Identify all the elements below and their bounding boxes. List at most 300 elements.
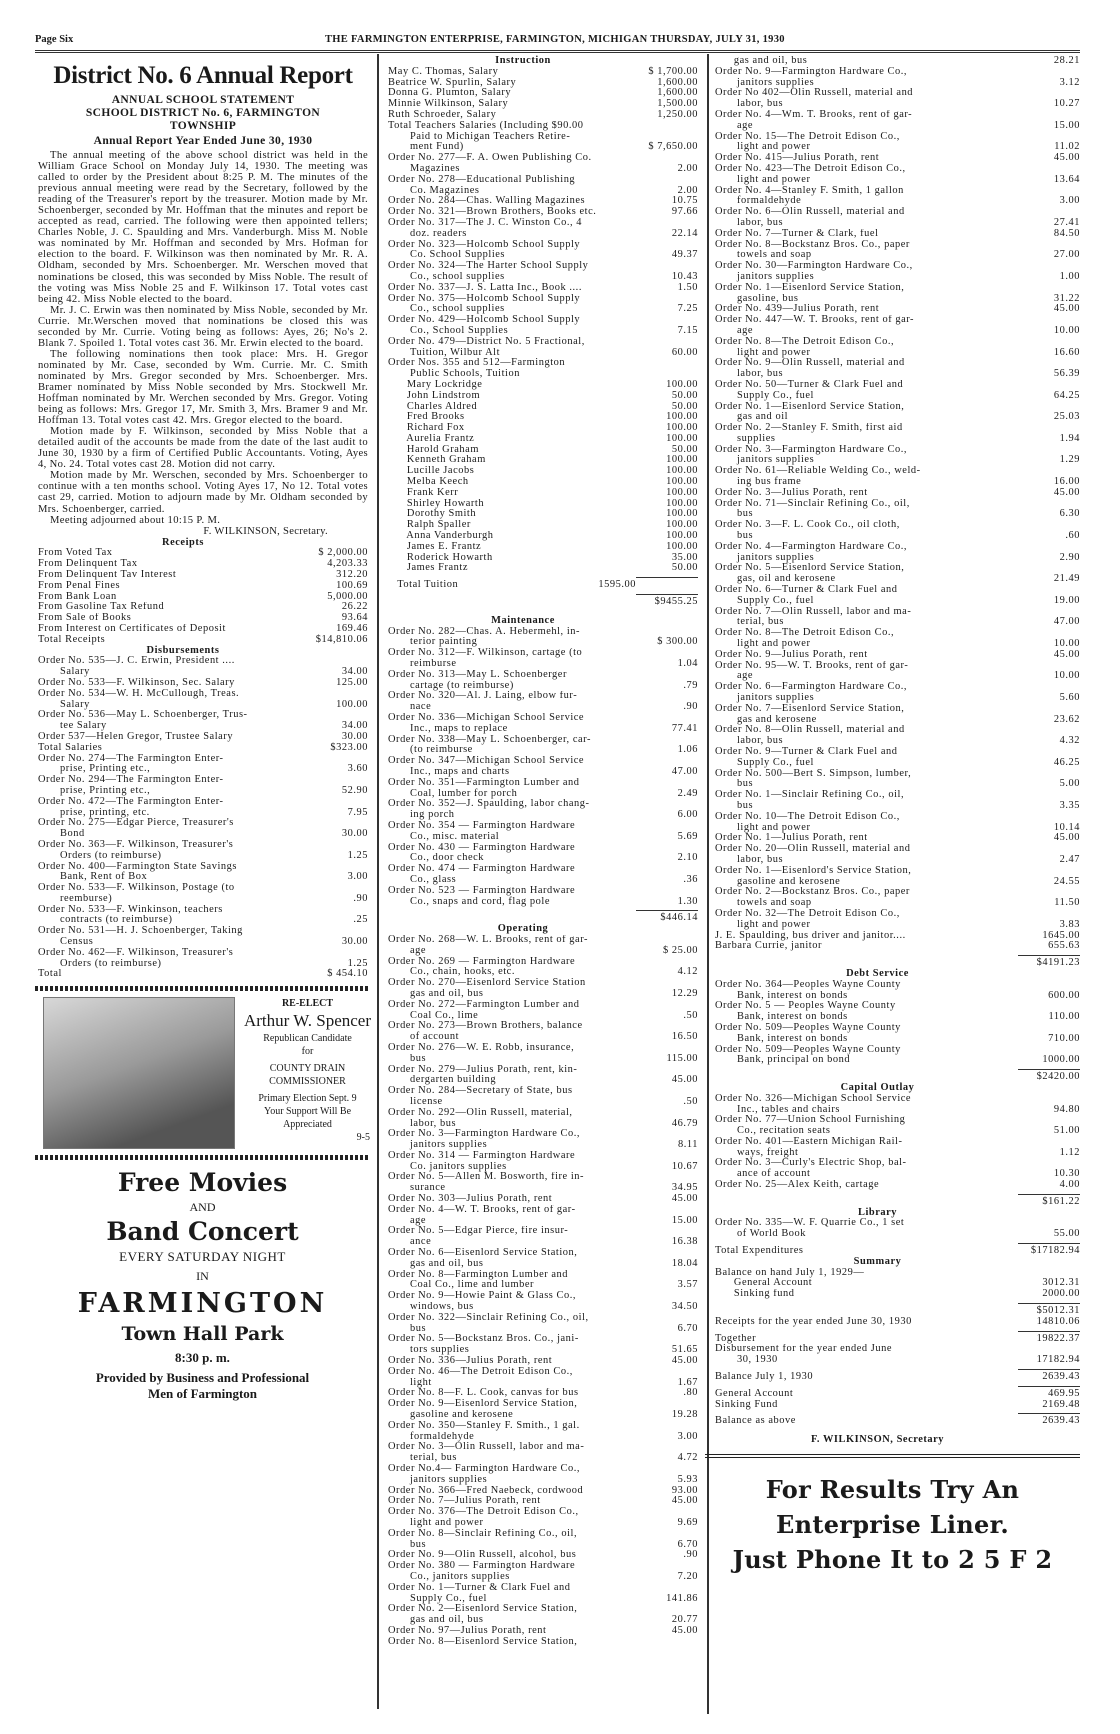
ledger-description: May C. Thomas, Salary [388, 66, 499, 77]
ledger-description: Order No. 320—Al. J. Laing, elbow fur- nace [388, 691, 578, 713]
ledger-row [38, 548, 368, 559]
ledger-amount: 23.62 [1053, 713, 1080, 725]
report-title: District No. 6 Annual Report [53, 62, 353, 89]
ledger-row [38, 948, 368, 970]
ledger-amount: 16.38 [671, 1236, 698, 1248]
ledger-row [388, 1464, 698, 1486]
ledger-description: Order No. 5—Eisenlord Service Station, gas, oil and kerosene [715, 563, 905, 585]
ledger-amount: 15.00 [1053, 119, 1080, 131]
ledger-row [388, 315, 698, 337]
ledger-row [38, 581, 368, 592]
ledger-amount: 5.00 [1059, 778, 1080, 790]
ledger-row [715, 1001, 1080, 1023]
ledger-row [388, 477, 698, 488]
ledger-amount: 31.22 [1053, 292, 1080, 304]
ledger-description: Order No. 277—F. A. Owen Publishing Co. Magazines [388, 153, 592, 174]
ledger-description: From Delinquent Tax [38, 559, 138, 570]
section-heading: Maintenance [491, 614, 555, 626]
ledger-description: Receipts for the year ended June 30, 1930 [715, 1316, 912, 1327]
ledger-row [715, 445, 1080, 467]
ad-sponsor: Provided by Business and Professional [95, 1370, 310, 1386]
ledger-description: Order No. 95—W. T. Brooks, rent of gar- age [715, 660, 909, 682]
ledger-row [715, 769, 1080, 791]
ledger-row [388, 153, 698, 175]
ledger-description: Order No. 338—May L. Schoenberger, car- (to reimburse [388, 734, 591, 756]
ledger-row [388, 531, 698, 542]
ledger-description: Order No. 430 — Farmington Hardware Co., door check [388, 842, 576, 864]
ledger-row [715, 704, 1080, 726]
ledger-row [715, 833, 1080, 844]
ad-event: Band Concert [106, 1217, 299, 1247]
ledger-row [388, 648, 698, 670]
column-2 [388, 56, 698, 1648]
ledger-description: Order No. 536—May L. Schoenberger, Trus- tee Salary [38, 710, 248, 732]
ledger-amount: 21.49 [1053, 573, 1080, 585]
ledger-row [715, 315, 1080, 337]
ledger-description: Order No. 380 — Farmington Hardware Co., janitors supplies [388, 1561, 576, 1582]
ledger-description: Order No. 8—Sinclair Refining Co., oil, bus [388, 1528, 578, 1550]
ad-town: FARMINGTON [77, 1288, 328, 1320]
ledger-row [715, 725, 1080, 747]
ledger-description: Order No. 268—W. L. Brooks, rent of gar- age [388, 934, 589, 956]
ledger-amount: .90 [683, 701, 698, 713]
ledger-amount: 19.00 [1053, 594, 1080, 606]
ledger-amount: 1.29 [1059, 454, 1080, 466]
enterprise-liner-ad [705, 1472, 1080, 1577]
ledger-description: Order No. 366—Fred Naebeck, cordwood [388, 1485, 584, 1496]
minutes-paragraph: Motion made by Mr. Werschen, seconded by Mrs. Schoenberger to continue with a ten months school. Voting Ayes 17, No 12. Total votes cast 29, carried. Motion to adjourn made by Mr. Oldham seconded by Mrs. Schoenberger, carried. [38, 470, 368, 515]
ledger-amount: $ 454.10 [327, 968, 368, 980]
column-divider [707, 54, 709, 1714]
ledger-row [38, 559, 368, 570]
report-subtitle: TOWNSHIP [169, 120, 237, 132]
ledger-row [715, 1268, 1080, 1279]
ledger-amount: 28.21 [1053, 55, 1080, 66]
ledger-description: Order No. 439—Julius Porath, rent [715, 304, 880, 315]
ledger-amount: 35.00 [671, 551, 698, 563]
ledger-row [715, 1137, 1080, 1159]
ledger-description: Order No. 9—Farmington Hardware Co., janitors supplies [715, 66, 908, 88]
ledger-description: Order No. 3—Farmington Hardware Co., janitors supplies [715, 444, 908, 466]
ledger-row [715, 1218, 1080, 1240]
ledger-description: Order No. 533—F. Wilkinson, Sec. Salary [38, 677, 235, 688]
ledger-row [715, 488, 1080, 499]
ledger-row [388, 1129, 698, 1151]
ledger-amount: 84.50 [1053, 227, 1080, 239]
ledger-description: Order No. 9—Eisenlord Service Station, gasoline and kerosene [388, 1399, 578, 1421]
ledger-description: Order No. 401—Eastern Michigan Rail- ways, freight [715, 1136, 903, 1158]
ledger-row [388, 67, 698, 78]
ledger-amount: 1.00 [1059, 270, 1080, 282]
ledger-description: Dorothy Smith [388, 509, 477, 520]
ledger-amount: 100.00 [666, 411, 698, 423]
ledger-amount: 17182.94 [1036, 1354, 1080, 1366]
ledger-description: Balance as above [715, 1416, 796, 1427]
ledger-row [38, 602, 368, 613]
ledger-amount: 12.29 [671, 987, 698, 999]
ledger-row [388, 88, 698, 99]
ledger-description: Charles Aldred [388, 401, 478, 412]
ledger-row [388, 1529, 698, 1551]
ledger-amount: 6.70 [677, 1538, 698, 1550]
ledger-amount: $ 300.00 [657, 636, 698, 648]
ledger-amount: 16.00 [1053, 476, 1080, 488]
ledger-amount: 1.50 [677, 281, 698, 293]
ledger-row [388, 1313, 698, 1335]
ledger-description: Order No. 336—Michigan School Service Inc., maps to replace [388, 713, 585, 734]
ledger-description: James E. Frantz [388, 541, 482, 552]
ledger-row [388, 957, 698, 979]
section-heading: Debt Service [846, 967, 909, 979]
ledger-amount: 45.00 [671, 1624, 698, 1636]
ledger-row [388, 455, 698, 466]
ledger-row [715, 153, 1080, 164]
section-heading: Summary [853, 1255, 902, 1267]
ledger-row [715, 186, 1080, 208]
ledger-description: Ruth Schroeder, Salary [388, 109, 497, 120]
ledger-description: Order No. 321—Brown Brothers, Books etc. [388, 207, 597, 218]
ledger-amount: 94.80 [1053, 1103, 1080, 1115]
ledger-amount: 3012.31 [1042, 1277, 1080, 1289]
ad-line: COUNTY DRAIN [269, 1063, 346, 1075]
ledger-amount: 2.49 [677, 787, 698, 799]
ledger-description: Order No. 363—F. Wilkinson, Treasurer's Orders (to reimburse) [38, 839, 234, 861]
ledger-description: Order No. 269 — Farmington Hardware Co., chain, hooks, etc. [388, 956, 576, 978]
ad-line: For Results Try An [765, 1475, 1020, 1505]
candidate-name: Arthur W. Spencer [243, 1011, 371, 1031]
ledger-row [715, 164, 1080, 186]
ledger-row [715, 283, 1080, 305]
ledger-description: Order No. 472—The Farmington Enter- prise, printing, etc. [38, 796, 224, 818]
ledger-row [715, 88, 1080, 110]
ledger-row [388, 1248, 698, 1270]
ledger-row [715, 909, 1080, 931]
ledger-amount: 4.00 [1059, 1179, 1080, 1191]
ledger-amount: .90 [683, 1549, 698, 1561]
ledger-description: Order No. 5 — Peoples Wayne County Bank, interest on bonds [715, 1001, 896, 1023]
ledger-row [388, 240, 698, 262]
ledger-description: Order Nos. 355 and 512—Farmington Public Schools, Tuition [388, 358, 566, 380]
ledger-row [38, 710, 368, 732]
ledger-amount: 10.14 [1053, 821, 1080, 833]
ledger-description: Order No. 7—Turner & Clark, fuel [715, 228, 879, 239]
ledger-description: Order No. 323—Holcomb School Supply Co. School Supplies [388, 239, 581, 261]
ledger-row [388, 1194, 698, 1205]
ledger-row [388, 445, 698, 456]
ledger-row [715, 110, 1080, 132]
ledger-description: Sinking Fund [715, 1399, 778, 1410]
ledger-description: Total Teachers Salaries (Including $90.00 Paid to Michigan Teachers Retire- ment Fund) [388, 120, 584, 153]
ledger-row [388, 627, 698, 649]
ledger-amount: 10.30 [1053, 1168, 1080, 1180]
ledger-description: Order No. 364—Peoples Wayne County Bank, interest on bonds [715, 979, 901, 1001]
ledger-description: gas and oil, bus [715, 56, 808, 66]
ledger-amount: 18.04 [671, 1257, 698, 1269]
ledger-row [715, 56, 1080, 67]
ledger-amount: 100.00 [666, 378, 698, 390]
ledger-amount: 46.79 [671, 1117, 698, 1129]
ledger-row [715, 661, 1080, 683]
ledger-row [38, 656, 368, 678]
ledger-amount: 10.00 [1053, 638, 1080, 650]
ledger-row [388, 358, 698, 380]
ledger-description: Order No. 1—Eisenlord Service Station, gasoline, bus [715, 282, 905, 304]
ledger-amount: 52.90 [341, 784, 368, 796]
ledger-row [715, 337, 1080, 359]
ledger-amount: 5.69 [677, 830, 698, 842]
section-total [715, 952, 1080, 969]
ledger-description: Order No. 5—Bockstanz Bros. Co., jani- tors supplies [388, 1334, 579, 1356]
ledger-description: Order No. 8—Eisenlord Service Station, [388, 1636, 578, 1647]
ledger-description: Order No. 535—J. C. Erwin, President .... Salary [38, 656, 235, 678]
ledger-row [388, 509, 698, 520]
section-heading: F. WILKINSON, Secretary [810, 1434, 945, 1446]
ledger-row [38, 592, 368, 603]
ledger-description: Richard Fox [388, 423, 465, 434]
ledger-amount: 655.63 [1048, 940, 1080, 952]
ledger-description: Order No. 278—Educational Publishing Co. Magazines [388, 174, 576, 196]
ledger-description: Order No. 3—Julius Porath, rent [715, 487, 868, 498]
ledger-description: Order No. 71—Sinclair Refining Co., oil, bus [715, 498, 910, 520]
ledger-description: Order No. 3—Olin Russell, labor and ma- terial, bus [388, 1442, 585, 1464]
ledger-description: Order No. 4—Stanley F. Smith, 1 gallon formaldehyde [715, 185, 904, 207]
ledger-row [388, 670, 698, 692]
ledger-row [715, 1115, 1080, 1137]
ad-line: IN [196, 1269, 209, 1284]
ledger-row [388, 542, 698, 553]
ledger-row [38, 969, 368, 980]
ad-line: Republican Candidate [263, 1033, 352, 1045]
ledger-row [388, 843, 698, 865]
ledger-amount: 4,203.33 [327, 558, 368, 570]
ledger-amount: 5,000.00 [327, 590, 368, 602]
ledger-amount: 312.20 [336, 568, 368, 580]
ledger-row [388, 799, 698, 821]
ledger-amount: 2639.43 [1042, 1415, 1080, 1427]
ledger-description: Order No. 8—The Detroit Edison Co., light and power [715, 628, 895, 650]
ledger-row [715, 520, 1080, 542]
ledger-row [715, 1334, 1080, 1345]
ledger-row [715, 1045, 1080, 1067]
ledger-amount: .90 [353, 892, 368, 904]
ledger-description: Order No. 20—Olin Russell, material and labor, bus [715, 844, 911, 865]
total-amount: $5012.31 [1018, 1303, 1080, 1317]
ledger-row [388, 1270, 698, 1292]
ledger-description: Order No. 8—F. L. Cook, canvas for bus [388, 1388, 579, 1399]
ledger-description: Order No. 336—Julius Porath, rent [388, 1356, 553, 1367]
ledger-amount: 30.00 [341, 828, 368, 840]
ledger-amount: 14810.06 [1036, 1315, 1080, 1327]
ledger-row [715, 980, 1080, 1002]
ledger-description: Order No. 4—W. T. Brooks, rent of gar- age [388, 1204, 576, 1226]
ledger-row [388, 1108, 698, 1130]
minutes-paragraph: Mr. J. C. Erwin was then nominated by Miss Noble, seconded by Mr. Currie. Mr.Werschen moved that nominations be closed this was seconded by Mr. Currie. Voting being as follows: Ayes, 26; No's 2. Blank 7. Spoiled 1. Total votes cast 36. Mr. Erwin elected to the board. [38, 304, 368, 349]
ledger-amount: 45.00 [1053, 303, 1080, 315]
ledger-amount: 11.02 [1054, 141, 1080, 153]
ledger-amount: 6.70 [677, 1322, 698, 1334]
ledger-amount: 15.00 [671, 1214, 698, 1226]
ad-line: Appreciated [283, 1119, 332, 1131]
ledger-row [388, 735, 698, 757]
ledger-amount: 7.20 [677, 1570, 698, 1582]
ledger-amount: 9.69 [677, 1516, 698, 1528]
ledger-amount: 50.00 [671, 443, 698, 455]
spencer-campaign-ad [35, 997, 370, 1149]
instruction-maintenance-operating-ledger [388, 56, 698, 1648]
ledger-amount: 64.25 [1053, 389, 1080, 401]
ledger-amount: 50.00 [671, 389, 698, 401]
ledger-row [38, 926, 368, 948]
ledger-description: Order No. 2—Bockstanz Bros. Co., paper towels and soap [715, 887, 910, 909]
report-subtitle: SCHOOL DISTRICT No. 6, FARMINGTON [85, 107, 321, 119]
ledger-amount: 6.30 [1059, 508, 1080, 520]
ledger-description: Order No. 292—Olin Russell, material, labor, bus [388, 1107, 573, 1129]
receipts-disbursements-ledger [38, 538, 368, 981]
ledger-amount: 710.00 [1048, 1032, 1080, 1044]
ledger-row [715, 1158, 1080, 1180]
ledger-description: Total Receipts [38, 634, 106, 645]
masthead: THE FARMINGTON ENTERPRISE, FARMINGTON, MICHIGAN THURSDAY, JULY 31, 1930 [325, 34, 785, 45]
ledger-row [388, 1507, 698, 1529]
ledger-row [388, 1367, 698, 1389]
section-heading: Capital Outlay [840, 1081, 915, 1093]
ledger-row [715, 1289, 1080, 1300]
ledger-amount: 1645.00 [1042, 929, 1080, 941]
ledger-amount: 34.50 [671, 1301, 698, 1313]
ledger-description: Order No. 272—Farmington Lumber and Coal Co., lime [388, 999, 580, 1021]
ad-code: 9-5 [356, 1132, 370, 1144]
ledger-amount: 600.00 [1048, 989, 1080, 1001]
ledger-row [388, 1486, 698, 1497]
ledger-row [715, 358, 1080, 380]
ledger-row [715, 542, 1080, 564]
ledger-amount: 10.00 [1053, 670, 1080, 682]
report-subtitle: Annual Report Year Ended June 30, 1930 [93, 135, 313, 147]
ledger-amount: 30.00 [341, 730, 368, 742]
ledger-row [388, 1626, 698, 1637]
ledger-amount: 97.66 [671, 206, 698, 218]
ledger-row [388, 935, 698, 957]
ledger-amount: 45.00 [671, 1074, 698, 1086]
ledger-amount: $ 25.00 [662, 944, 698, 956]
ledger-amount: 100.00 [666, 519, 698, 531]
ledger-description: Order No. 274—The Farmington Enter- prise, Printing etc., [38, 753, 224, 775]
ledger-description: Sinking fund [715, 1289, 795, 1300]
ledger-row [388, 1043, 698, 1065]
ledger-amount: 45.00 [671, 1495, 698, 1507]
ledger-amount: 51.00 [1053, 1125, 1080, 1137]
ledger-amount: 45.00 [1053, 832, 1080, 844]
ledger-description: Order No. 531—H. J. Schoenberger, Taking Census [38, 926, 243, 948]
ad-line: Your Support Will Be [263, 1106, 352, 1118]
ledger-row [715, 499, 1080, 521]
ledger-description: Order No. 314 — Farmington Hardware Co. janitors supplies [388, 1150, 576, 1172]
ledger-amount: 1,600.00 [657, 87, 698, 99]
ledger-description: Mary Lockridge [388, 379, 483, 390]
ledger-description: Balance on hand July 1, 1929— [715, 1267, 865, 1278]
ledger-description: Order No. 8—Bockstanz Bros. Co., paper towels and soap [715, 239, 910, 261]
ledger-description: Order No. 279—Julius Porath, rent, kin- dergarten building [388, 1064, 578, 1086]
ledger-description: Order No. 1—Eisenlord Service Station, gas and oil [715, 401, 905, 423]
ledger-description: Order No. 9—Olin Russell, alcohol, bus [388, 1550, 577, 1561]
ledger-amount: 100.00 [666, 422, 698, 434]
ledger-amount: 4.12 [677, 966, 698, 978]
ledger-amount: 93.64 [341, 612, 368, 624]
ledger-row [388, 218, 698, 240]
subtotal-amount: 1595.00 [598, 579, 636, 591]
ledger-description: Order No. 5—Allen M. Bosworth, fire in- surance [388, 1172, 585, 1194]
ledger-description: James Frantz [388, 563, 469, 574]
ledger-row [715, 607, 1080, 629]
ledger-row [388, 1021, 698, 1043]
ledger-amount: 55.00 [1053, 1228, 1080, 1240]
ledger-amount: 34.00 [341, 666, 368, 678]
ledger-row [388, 337, 698, 359]
ledger-amount: 26.22 [341, 601, 368, 613]
ledger-amount: 77.41 [671, 722, 698, 734]
ledger-row [38, 678, 368, 689]
ledger-amount: 1.25 [347, 957, 368, 969]
ledger-row [715, 628, 1080, 650]
ledger-description: Aurelia Frantz [388, 433, 475, 444]
ledger-row [38, 862, 368, 884]
section-total [388, 907, 698, 924]
ledger-row [388, 1637, 698, 1648]
ledger-description: Donna G. Plumton, Salary [388, 88, 512, 99]
ledger-description: Order No. 276—W. E. Robb, insurance, bus [388, 1042, 575, 1064]
ledger-row [38, 818, 368, 840]
ledger-description: Order No. 5—Edgar Pierce, fire insur- ance [388, 1226, 569, 1248]
ledger-row [38, 743, 368, 754]
free-movies-ad [35, 1168, 370, 1402]
ledger-row [715, 1278, 1080, 1289]
ledger-row [715, 466, 1080, 488]
ledger-description: Melba Keech [388, 477, 469, 488]
ledger-description: Order No. 284—Chas. Walling Magazines [388, 196, 586, 207]
ledger-row [388, 553, 698, 564]
ledger-description: Order No. 3—Curly's Electric Shop, bal- ance of account [715, 1158, 907, 1180]
ledger-row [38, 689, 368, 711]
ledger-amount: $323.00 [330, 741, 368, 753]
ledger-amount: 16.60 [1053, 346, 1080, 358]
ledger-description: Ralph Spaller [388, 520, 471, 531]
ledger-description: Order No. 9—Olin Russell, material and labor, bus [715, 358, 905, 380]
ledger-amount: .79 [683, 679, 698, 691]
ledger-amount: 1.30 [677, 895, 698, 907]
ledger-description: Order No. 294—The Farmington Enter- prise, Printing etc., [38, 775, 224, 796]
ledger-amount: 45.00 [1053, 152, 1080, 164]
ledger-description: Order No. 97—Julius Porath, rent [388, 1625, 547, 1636]
ledger-row [388, 778, 698, 800]
ledger-description: Order No. 354 — Farmington Hardware Co., misc. material [388, 820, 576, 842]
ad-line: Just Phone It to 2 5 F 2 [732, 1545, 1053, 1575]
ledger-description: Order No. 9—Howie Paint & Glass Co., windows, bus [388, 1291, 577, 1313]
ledger-row [388, 713, 698, 735]
ledger-row [715, 1317, 1080, 1328]
ledger-row [38, 570, 368, 581]
ledger-amount: 47.00 [1053, 616, 1080, 628]
ledger-amount: 169.46 [336, 622, 368, 634]
ledger-description: Order No. 313—May L. Schoenberger cartage (to reimburse) [388, 669, 567, 691]
ledger-amount: 100.00 [666, 530, 698, 542]
ledger-amount: .36 [683, 873, 698, 885]
ledger-amount: $ 1,700.00 [648, 65, 698, 77]
ledger-description: John Lindstrom [388, 390, 481, 401]
ledger-amount: 2.00 [677, 162, 698, 174]
total-amount: $161.22 [1018, 1194, 1080, 1208]
ledger-description: Order No. 1—Turner & Clark Fuel and Supply Co., fuel [388, 1582, 571, 1604]
ledger-amount: 115.00 [666, 1052, 698, 1064]
